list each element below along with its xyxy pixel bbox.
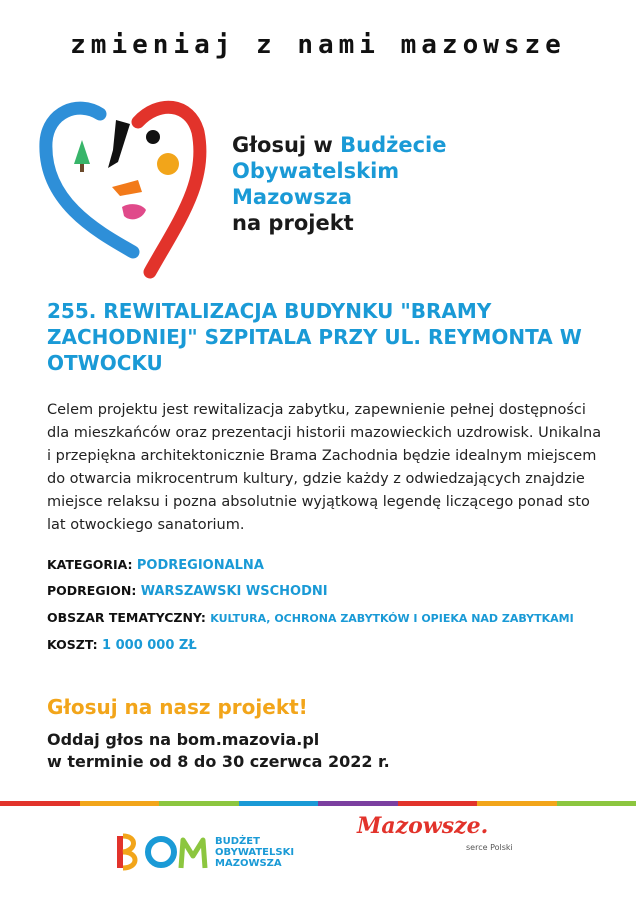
headline-line2: Obywatelskim bbox=[232, 159, 400, 183]
area-value: KULTURA, OCHRONA ZABYTKÓW I OPIEKA NAD ZABYTKAMI bbox=[210, 612, 574, 625]
stripe-segment bbox=[557, 801, 636, 806]
subregion-label: PODREGION: bbox=[47, 583, 137, 598]
headline-line3: Mazowsza bbox=[232, 185, 353, 209]
headline-line4: na projekt bbox=[232, 211, 354, 235]
stripe-segment bbox=[80, 801, 160, 806]
stripe-segment bbox=[318, 801, 398, 806]
bom-line2: OBYWATELSKI bbox=[215, 847, 295, 858]
stripe-segment bbox=[159, 801, 239, 806]
bom-text bbox=[215, 836, 294, 869]
stripe-segment bbox=[239, 801, 319, 806]
category-value: PODREGIONALNA bbox=[136, 558, 264, 573]
mazowsze-logo: Mazowsze. bbox=[357, 813, 489, 839]
vote-website: Oddaj głos na bom.mazovia.pl bbox=[47, 730, 320, 749]
headline-dark: Głosuj w bbox=[232, 133, 341, 157]
tree-icon bbox=[74, 140, 90, 164]
color-stripe bbox=[0, 801, 636, 806]
headline bbox=[232, 132, 446, 236]
bom-line3: MAZOWSZA bbox=[215, 858, 282, 869]
cost-row bbox=[47, 637, 197, 653]
area-label: OBSZAR TEMATYCZNY: bbox=[47, 610, 206, 625]
subregion-value: WARSZAWSKI WSCHODNI bbox=[140, 584, 328, 599]
bom-logo-icon bbox=[115, 832, 215, 872]
cost-label: KOSZT: bbox=[47, 637, 98, 652]
category-label: KATEGORIA: bbox=[47, 557, 133, 572]
bom-line1: BUDŻET bbox=[215, 836, 260, 847]
mazowsze-subtitle: serce Polski bbox=[466, 843, 513, 852]
heart-face-logo bbox=[38, 92, 208, 282]
category-row bbox=[47, 557, 264, 573]
cost-value: 1 000 000 ZŁ bbox=[102, 638, 197, 653]
project-title: 255. REWITALIZACJA BUDYNKU "BRAMY ZACHODNIEJ" SZPITALA PRZY UL. REYMONTA W OTWOCKU bbox=[47, 299, 582, 375]
headline-blue: Budżecie bbox=[340, 133, 447, 157]
cta-heading: Głosuj na nasz projekt! bbox=[47, 695, 308, 719]
sun-icon bbox=[157, 153, 179, 175]
vote-dates: w terminie od 8 do 30 czerwca 2022 r. bbox=[47, 752, 390, 771]
project-description: Celem projektu jest rewitalizacja zabytku, zapewnienie pełnej dostępności dla mieszkańców oraz prezentacji historii mazowieckich uzdrowisk. Unikalna i przepiękna architektonicznie Brama Zachodnia będzie idealnym miejscem do otwarcia mikrocentrum kultury, gdzie każdy z odwiedzających znajdzie miejsce relaksu i pozna absolutnie wyjątkową legendę liczącego ponad sto lat otwockiego sanatorium. bbox=[47, 402, 602, 533]
subregion-row bbox=[47, 583, 328, 599]
stripe-segment bbox=[398, 801, 478, 806]
stripe-segment bbox=[0, 801, 80, 806]
area-row bbox=[47, 610, 574, 625]
slogan: zmieniaj z nami mazowsze bbox=[70, 30, 566, 60]
stripe-segment bbox=[477, 801, 557, 806]
